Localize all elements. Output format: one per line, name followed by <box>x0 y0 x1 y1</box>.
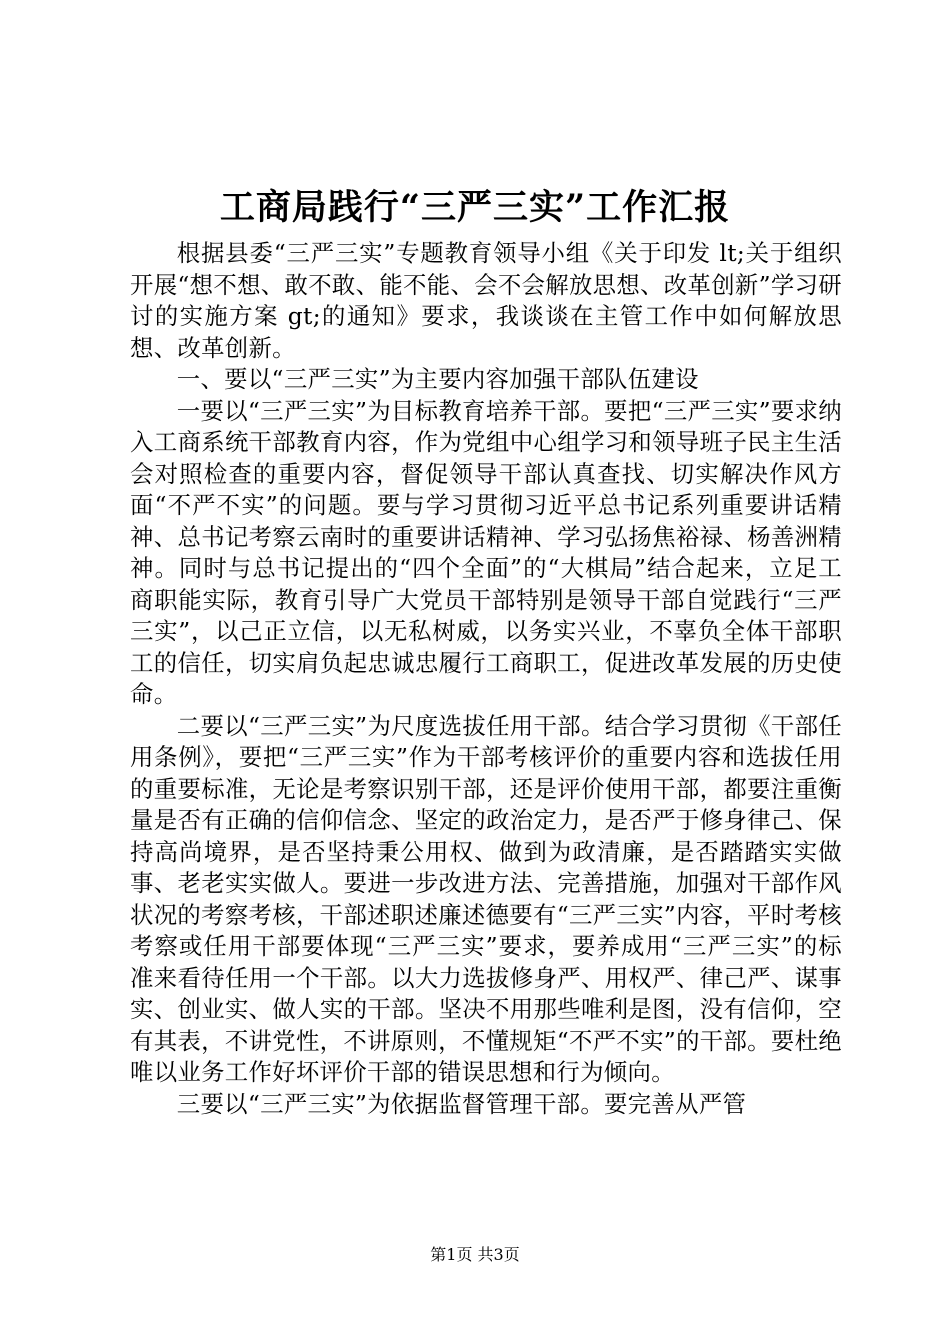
paragraph-intro: 根据县委“三严三实”专题教育领导小组《关于印发 lt;关于组织开展“想不想、敢不敢、能不能、会不会解放思想、改革创新”学习研讨的实施方案 gt;的通知》要求，我谈谈在主管工作中如何解放思想、改革创新。 <box>130 239 842 362</box>
section-heading-1: 一、要以“三严三实”为主要内容加强干部队伍建设 <box>176 365 699 393</box>
paragraph-point-3: 三要以“三严三实”为依据监督管理干部。要完善从严管 <box>176 1089 747 1118</box>
paragraph-point-2: 二要以“三严三实”为尺度选拔任用干部。结合学习贯彻《干部任用条例》，要把“三严三实”作为干部考核评价的重要内容和选拔任用的重要标准，无论是考察识别干部，还是评价使用干部，都要注重衡量是否有正确的信仰信念、坚定的政治定力，是否严于修身律己、保持高尚境界，是否坚持秉公用权、做到为政清廉，是否踏踏实实做事、老老实实做人。要进一步改进方法、完善措施，加强对干部作风状况的考察考核，干部述职述廉述德要有“三严三实”内容，平时考核考察或任用干部要体现“三严三实”要求，要养成用“三严三实”的标准来看待任用一个干部。以大力选拔修身严、用权严、律己严、谋事实、创业实、做人实的干部。坚决不用那些唯利是图，没有信仰，空有其表，不讲党性，不讲原则，不懂规矩“不严不实”的干部。要杜绝唯以业务工作好坏评价干部的错误思想和行为倾向。 <box>130 711 842 1086</box>
paragraph-point-1: 一要以“三严三实”为目标教育培养干部。要把“三严三实”要求纳入工商系统干部教育内容，作为党组中心组学习和领导班子民主生活会对照检查的重要内容，督促领导干部认真查找、切实解决作风方面“不严不实”的问题。要与学习贯彻习近平总书记系列重要讲话精神、总书记考察云南时的重要讲话精神、学习弘扬焦裕禄、杨善洲精神。同时与总书记提出的“四个全面”的“大棋局”结合起来，立足工商职能实际，教育引导广大党员干部特别是领导干部自觉践行“三严三实”，以己正立信，以无私树威，以务实兴业，不辜负全体干部职工的信任，切实肩负起忠诚忠履行工商职工，促进改革发展的历史使命。 <box>130 396 842 708</box>
page-number-footer: 第1页 共3页 <box>430 1245 520 1264</box>
document-title: 工商局践行“三严三实”工作汇报 <box>219 187 731 228</box>
document-body <box>130 238 842 1120</box>
